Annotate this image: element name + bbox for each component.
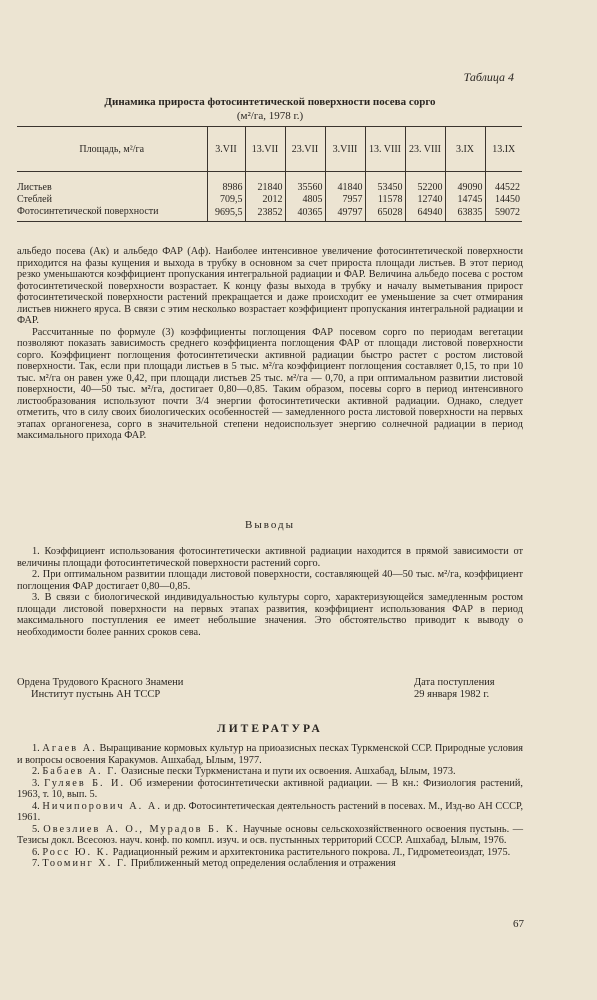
table-cell: 4805 [285, 194, 325, 206]
table-cell: 12740 [405, 194, 445, 206]
table-cell: 53450 [365, 172, 405, 195]
table-subtitle: (м²/га, 1978 г.) [236, 110, 304, 122]
table-cell: 9695,5 [207, 206, 245, 222]
conclusions-heading: Выводы [244, 519, 296, 531]
table-row [17, 194, 522, 206]
table-cell: 44522 [485, 172, 522, 195]
institution-line: Ордена Трудового Красного Знамени [17, 677, 184, 688]
reference-author: Ничипорович А. А. [42, 800, 162, 812]
table-cell: 14450 [485, 194, 522, 206]
reference-author: Росс Ю. К. [42, 846, 111, 858]
date-value: 29 января 1982 г. [414, 689, 490, 700]
column-header: Площадь, м²/га [17, 127, 207, 172]
table-cell: 64940 [405, 206, 445, 222]
body-paragraph: Рассчитанные по формуле (3) коэффициенты поглощения ФАР посевом сорго по периодам вегетации позволяют показать зависимость среднего коэффициента поглощения ФАР от площади листовой поверхности сорго. Коэффициент поглощения фотосинтетически активной радиации быстро растет с ростом листовой поверхности. Так, если при площади листьев в 5 тыс. м²/га коэффициент поглощения составляет 0,15, то при 10 тыс. м²/га он равен уже 0,42, при площади листьев 25 тыс. м²/га — 0,70, а при оптимальном развитии листовой поверхности, 40—50 тыс. м²/га, достигает 0,80—0,85. Таким образом, посевы сорго в период интенсивного листообразования используют почти 3/4 энергии фотосинтетически активной радиации. Однако, следует отметить, что в силу своих биологических особенностей — замедленного роста листовой поверхности на первых этапах органогенеза, сорго в значительной степени недоиспользует энергию солнечной радиации в период максимального прихода ФАР. [17, 326, 523, 441]
reference-author: Гуляев Б. И. [44, 777, 126, 789]
row-label: Стеблей [17, 194, 52, 205]
table-cell: 21840 [245, 172, 285, 195]
table-cell: 11578 [365, 194, 405, 206]
table-cell: 35560 [285, 172, 325, 195]
reference-item: 3. Гуляев Б. И. Об измерении фотосинтетически активной радиации. — В кн.: Физиология растений, 1963, т. 10, вып. 5. [17, 777, 524, 800]
body-text [17, 246, 523, 442]
table-cell: 41840 [325, 172, 365, 195]
institution-name [17, 677, 183, 701]
table-cell: 40365 [285, 206, 325, 222]
table-label: Таблица 4 [463, 70, 514, 84]
page-number: 67 [513, 918, 524, 930]
literature-heading: ЛИТЕРАТУРА [217, 723, 323, 735]
table-title: Динамика прироста фотосинтетической поверхности посева сорго [104, 96, 436, 108]
table-cell: 63835 [445, 206, 485, 222]
column-header: 23. VIII [405, 127, 445, 172]
table-cell: 7957 [325, 194, 365, 206]
row-label: Листьев [17, 182, 52, 193]
conclusions-list [17, 546, 523, 638]
date-label: Дата поступления [414, 677, 495, 688]
conclusion-item: 2. При оптимальном развитии площади листовой поверхности, составляющей 40—50 тыс. м²/га, коэффициент поглощения ФАР достигает 0,80—0,85. [17, 569, 523, 592]
reference-author: Тооминг Х. Г. [42, 858, 129, 869]
reference-author: Овезлиев А. О., Мурадов Б. К. [43, 823, 240, 835]
reference-item: 4. Ничипорович А. А. и др. Фотосинтетическая деятельность растений в посевах. М., Изд-во АН СССР, 1961. [17, 800, 524, 823]
table-header-row [17, 127, 522, 172]
table-cell: 23852 [245, 206, 285, 222]
table-cell: 8986 [207, 172, 245, 195]
column-header: 3.IX [445, 127, 485, 172]
column-header: 13. VIII [365, 127, 405, 172]
column-header: 13.VII [245, 127, 285, 172]
reference-item: 6. Росс Ю. К. Радиационный режим и архитектоника растительного покрова. Л., Гидрометеоиздат, 1975. [32, 846, 511, 858]
reference-author: Агаев А. [42, 743, 97, 754]
received-date [414, 677, 495, 701]
table-cell: 59072 [485, 206, 522, 222]
reference-list [17, 743, 523, 870]
table-cell: 65028 [365, 206, 405, 222]
reference-item: 7. Тооминг Х. Г. Приближенный метод определения ослабления и отражения [32, 858, 396, 869]
table-cell: 52200 [405, 172, 445, 195]
column-header: 3.VII [207, 127, 245, 172]
conclusion-item: 3. В связи с биологической индивидуальностью культуры сорго, характеризующейся замедленным ростом площади листовой поверхности на первых этапах развития, коэффициент использования ФАР в период максимального поступления ее имеет небольшие значения. Это обстоятельство приводит к выводу о необходимости более ранних сроков сева. [17, 592, 523, 638]
table-cell: 49797 [325, 206, 365, 222]
table-row [17, 172, 522, 195]
table-row [17, 206, 522, 222]
body-paragraph: альбедо посева (Aк) и альбедо ФАР (Aф). Наиболее интенсивное увеличение фотосинтетической поверхности приходится на фазы кущения и выхода в трубку в основном за счет прироста площади листьев. В этот период резко уменьшаются коэффициент пропускания интегральной радиации и ФАР. Величина альбедо посева с ростом фотосинтетической поверхности возрастает. К концу фазы выхода в трубку и началу выметывания прирост фотосинтетической поверхности растений прекращается и даже происходит ее уменьшение за счет отмирания листьев нижнего яруса. В связи с этим несколько возрастает коэффициент пропускания интегральной радиации и ФАР. [17, 246, 523, 326]
reference-item: 5. Овезлиев А. О., Мурадов Б. К. Научные основы сельскохозяйственного освоения пустынь. — Тезисы докл. Всесоюз. науч. конф. по компл. изуч. и осв. пустынных территорий СССР. Ашхабад, Ылым, 1976. [17, 823, 523, 846]
column-header: 3.VIII [325, 127, 365, 172]
conclusion-item: 1. Коэффициент использования фотосинтетически активной радиации находится в прямой зависимости от величины площади фотосинтетической поверхности растений сорго. [17, 546, 523, 569]
data-table [17, 126, 522, 222]
row-label: Фотосинтетической поверхности [17, 206, 207, 222]
reference-author: Бабаев А. Г. [42, 766, 119, 777]
reference-item: 2. Бабаев А. Г. Оазисные пески Туркменистана и пути их освоения. Ашхабад, Ылым, 1973. [32, 766, 456, 777]
table-cell: 14745 [445, 194, 485, 206]
institution-line: Институт пустынь АН ТССР [31, 689, 161, 700]
table-cell: 49090 [445, 172, 485, 195]
table-cell: 2012 [245, 194, 285, 206]
reference-item: 1. Агаев А. Выращивание кормовых культур на приоазисных песках Туркменской ССР. Природные условия и вопросы освоения Каракумов. Ашхабад, Ылым, 1977. [17, 743, 524, 766]
table-cell: 709,5 [207, 194, 245, 206]
column-header: 23.VII [285, 127, 325, 172]
column-header: 13.IX [485, 127, 522, 172]
